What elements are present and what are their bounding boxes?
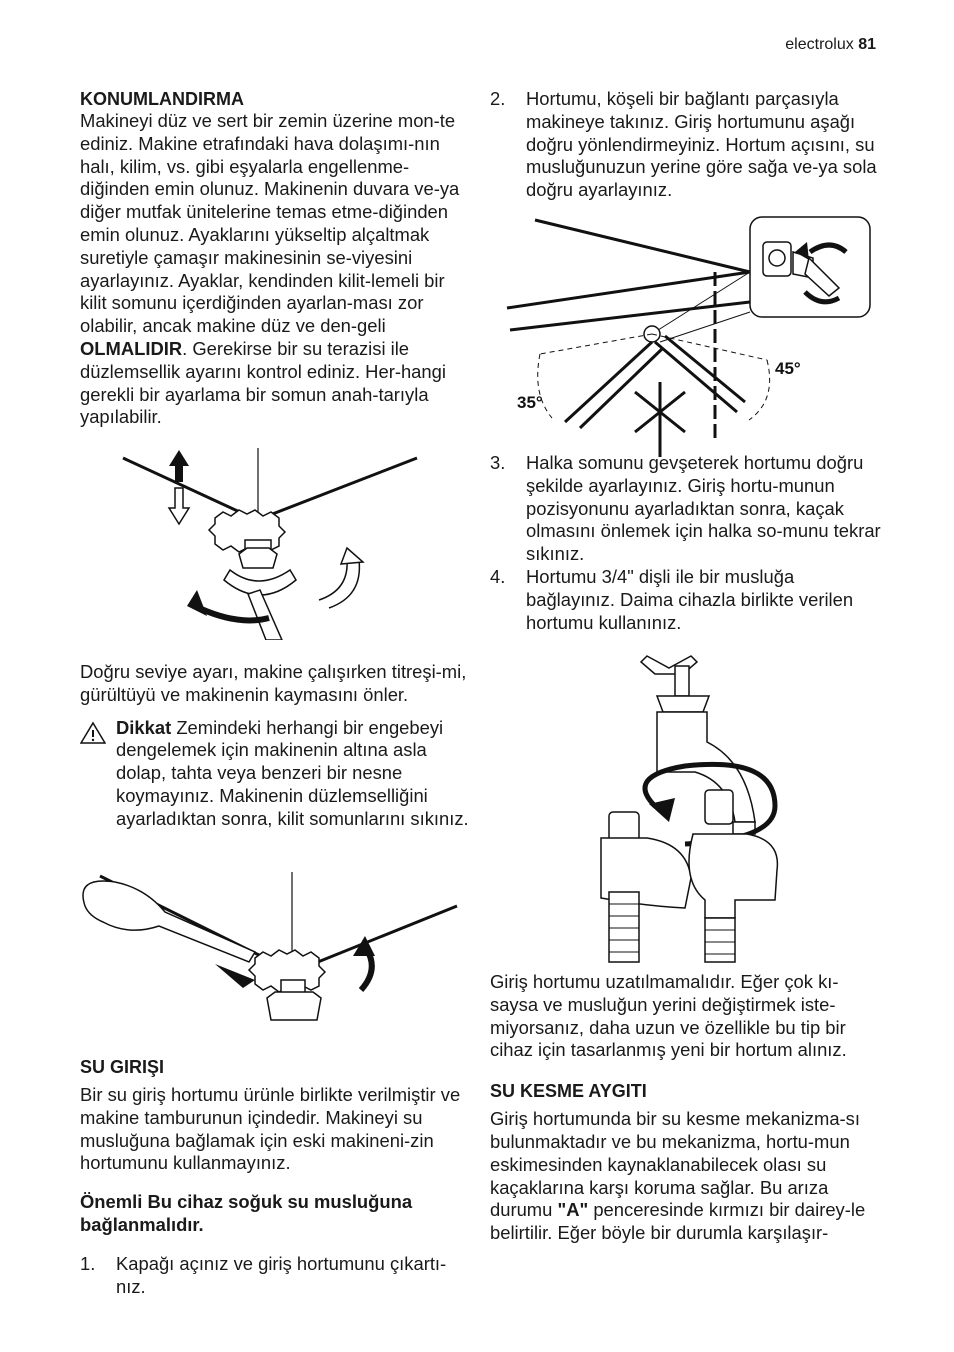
caution-label: Dikkat	[116, 716, 172, 738]
section-title-su-kesme: SU KESME AYGITI	[490, 1081, 647, 1102]
extend-paragraph: Giriş hortumu uzatılmamalıdır. Eğer çok kı-saysa ve musluğun yerini değiştirmek iste-miyorsanız, daha uzun ve özellikle bu tip bir cihaz için tasarlanmış yeni bir hortum alınız.	[490, 971, 847, 1061]
konumlandirma-text-1: Makineyi düz ve sert bir zemin üzerine mon-te ediniz. Makine etrafındaki hava dolaşımı-nın halı, kilim, vs. gibi eşyalarla engellenme-diğinden emin olunuz. Makinenin duvara ve-ya diğer mutfak ünitelerine temas etme-diğinden emin olunuz. Ayaklarını yükseltip alçaltmak suretiyle çamaşır makinesinin se-viyesini ayarlayınız. Ayaklar, kendinden kilit-lemeli bir kilit somunu içerdiğinden ayarlan-ması zor olabilir, ancak makine düz ve den-geli	[80, 110, 460, 337]
caution-block	[80, 717, 470, 831]
step-4	[490, 566, 882, 634]
step-3-text: Halka somunu gevşeterek hortumu doğru şekilde ayarlayınız. Giriş hortu-munun pozisyonunu ayarladıktan sonra, kaçak olmasını önlemek için halka so-munu tekrar sıkınız.	[526, 452, 881, 565]
step-4-number: 4.	[490, 565, 506, 587]
su-girisi-paragraph: Bir su giriş hortumu ürünle birlikte verilmiştir ve makine tamburunun içindedir. Makineyi su musluğuna bağlamak için eski makineni-zin hortumunu kullanmayınız.	[80, 1084, 461, 1174]
level-paragraph: Doğru seviye ayarı, makine çalışırken titreşi-mi, gürültüyü ve makinenin kaymasını önler.	[80, 661, 467, 705]
left-column	[80, 88, 470, 429]
su-kesme-paragraph	[490, 1108, 882, 1245]
step-3	[490, 452, 882, 566]
page-number: 81	[858, 36, 876, 53]
leveling-foot-illustration	[115, 440, 425, 640]
hose-angle-illustration	[505, 212, 875, 462]
caution-paragraph	[116, 717, 470, 831]
angle-45-label: 45°	[775, 359, 801, 378]
step-2-text: Hortumu, köşeli bir bağlantı parçasıyla makineye takınız. Giriş hortumunu aşağı doğru yönlendirmeyiniz. Hortum açısını, su musluğunuzun yerine göre sağa ve-ya sola doğru ayarlayınız.	[526, 88, 877, 201]
right-column-mid	[490, 452, 882, 634]
left-column-lower	[80, 661, 470, 831]
section-title-su-girisi: SU GIRIŞI	[80, 1057, 165, 1077]
right-column	[490, 88, 882, 202]
page-header	[785, 36, 876, 54]
step-2	[490, 88, 882, 202]
step-1	[80, 1253, 470, 1299]
angle-35-label: 35°	[517, 393, 543, 412]
warning-icon	[80, 721, 106, 745]
right-column-bottom	[490, 971, 882, 1245]
tap-hose-illustration	[595, 648, 785, 966]
left-column-bottom	[80, 1056, 470, 1298]
step-4-text: Hortumu 3/4" dişli ile bir musluğa bağlayınız. Daima cihazla birlikte verilen hortumu kullanınız.	[526, 565, 854, 633]
section-title-konumlandirma: KONUMLANDIRMA	[80, 89, 244, 109]
su-kesme-text-2: penceresinde kırmızı bir dairey-le belirtilir. Eğer böyle bir durumla karşılaşır-	[490, 1199, 866, 1244]
step-3-number: 3.	[490, 452, 506, 473]
step-2-number: 2.	[490, 88, 506, 109]
wrench-foot-illustration	[75, 866, 465, 1036]
important-note: Önemli Bu cihaz soğuk su musluğuna bağlanmalıdır.	[80, 1191, 413, 1235]
su-kesme-text-1: Giriş hortumunda bir su kesme mekanizma-sı bulunmaktadır ve bu mekanizma, hortu-mun eskimesinden kaynaklanabilecek olası su kaçaklarına karşı koruma sağlar. Bu arıza durumu	[490, 1108, 860, 1221]
konumlandirma-text-2: . Gerekirse bir su terazisi ile düzlemsellik ayarını kontrol ediniz. Her-hangi gerekli bir ayarlama bir somun anah-tarıyla yapılabilir.	[80, 337, 446, 428]
konumlandirma-paragraph	[80, 110, 470, 429]
step-1-number: 1.	[80, 1252, 96, 1274]
caution-text: Zemindeki herhangi bir engebeyi dengelemek için makinenin altına asla dolap, tahta veya benzeri bir nesne koymayınız. Makinenin düzlemselliğini ayarladıktan sonra, kilit somunlarını sıkınız.	[116, 716, 469, 829]
step-1-text: Kapağı açınız ve giriş hortumunu çıkartı-nız.	[116, 1252, 447, 1297]
konumlandirma-bold: OLMALIDIR	[80, 337, 183, 359]
brand-name: electrolux	[785, 36, 854, 53]
su-kesme-bold: "A"	[557, 1199, 589, 1221]
